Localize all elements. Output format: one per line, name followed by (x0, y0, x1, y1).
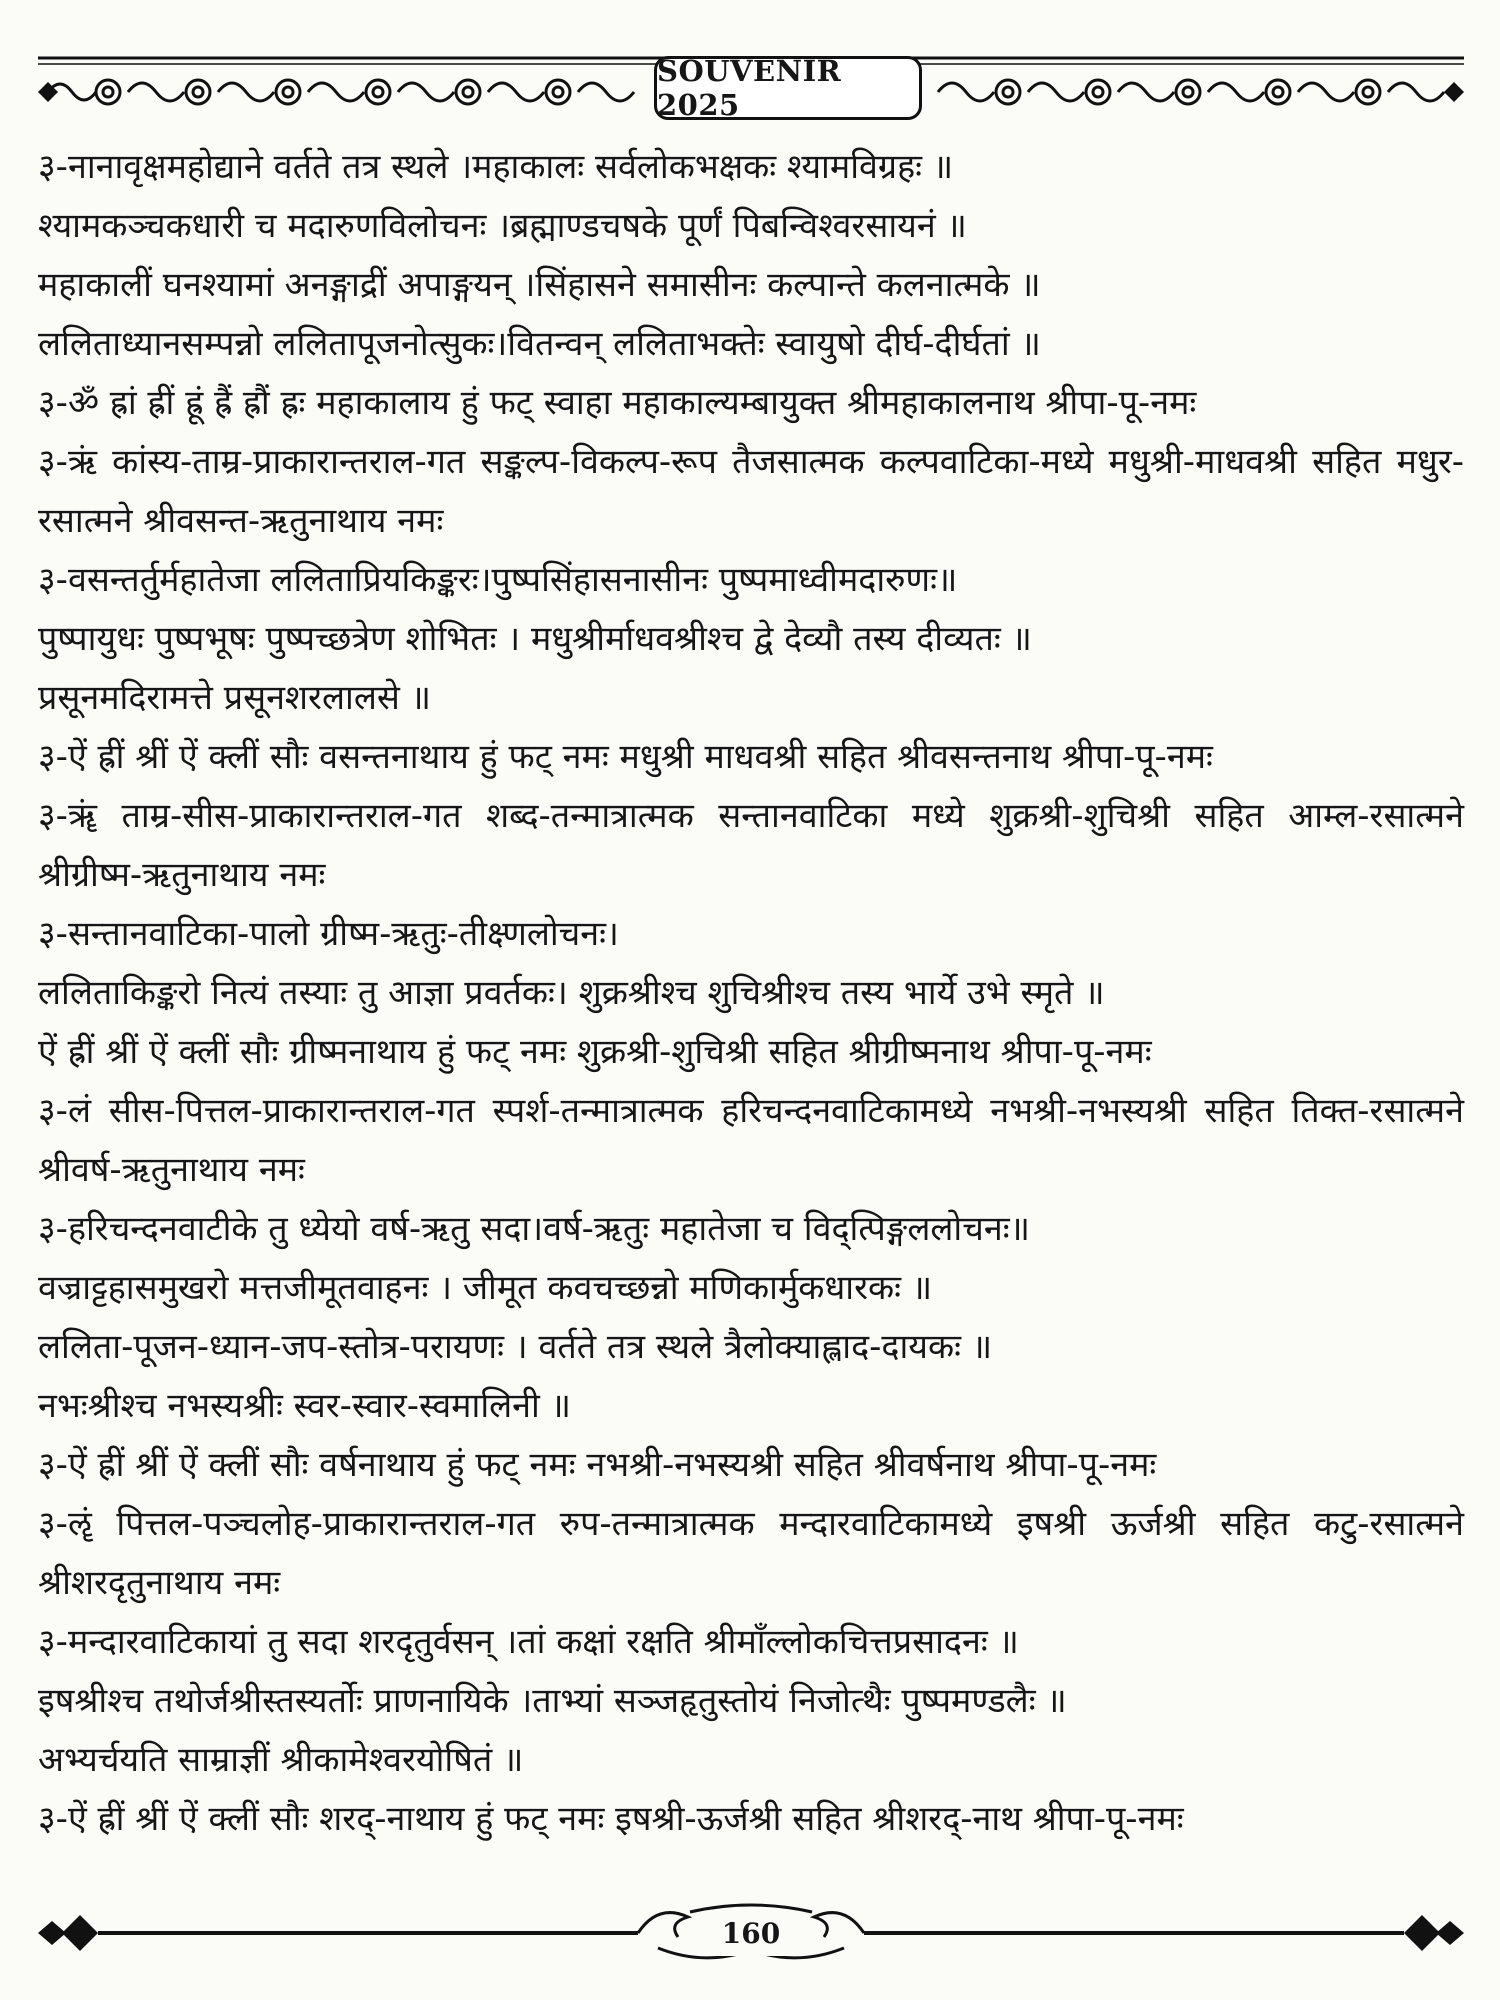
verse-line: श्यामकञ्चकधारी च मदारुणविलोचनः ।ब्रह्माण्डचषके पूर्णं पिबन्विश्वरसायनं ॥ (38, 206, 967, 246)
mantra-line: ३-ऐं ह्रीं श्रीं ऐं क्लीं सौः वसन्तनाथाय हुं फट् नमः मधुश्री माधवश्री सहित श्रीवसन्तनाथ श्रीपा-पू-नमः (38, 737, 1213, 777)
verse-line: ललिताकिङ्करो नित्यं तस्याः तु आज्ञा प्रवर्तकः। शुक्रश्रीश्च शुचिश्रीश्च तस्य भार्ये उभे स्मृते ॥ (38, 973, 1105, 1013)
verse-line: ललिता-पूजन-ध्यान-जप-स्तोत्र-परायणः । वर्तते तत्र स्थले त्रैलोक्याह्लाद-दायकः ॥ (38, 1327, 993, 1367)
verse-line: महाकालीं घनश्यामां अनङ्गाद्रीं अपाङ्गयन् ।सिंहासने समासीनः कल्पान्ते कलनात्मके ॥ (38, 265, 1041, 305)
mantra-line: ३-ऐं ह्रीं श्रीं ऐं क्लीं सौः शरद्-नाथाय हुं फट् नमः इषश्री-ऊर्जश्री सहित श्रीशरद्-नाथ श्रीपा-पू-नमः (38, 1799, 1184, 1839)
mantra-paragraph: ३-लं सीस-पित्तल-प्राकारान्तराल-गत स्पर्श-तन्मात्रात्मक हरिचन्दनवाटिकामध्ये नभश्री-नभस्यश्री सहित तिक्त-रसात्मने श्रीवर्ष-ऋतुनाथाय नमः (38, 1091, 1464, 1190)
verse-line: ३-सन्तानवाटिका-पालो ग्रीष्म-ऋतुः-तीक्ष्णलोचनः। (38, 914, 619, 954)
page-footer (38, 1898, 1464, 1968)
verse-line: ३-मन्दारवाटिकायां तु सदा शरदृतुर्वसन् ।तां कक्षां रक्षति श्रीमाँल्लोकचित्तप्रसादनः ॥ (38, 1622, 1019, 1662)
verse-line: प्रसूनमदिरामत्ते प्रसूनशरलालसे ॥ (38, 678, 432, 718)
mantra-line: ३-ॐ ह्रां ह्रीं ह्रूं ह्रैं ह्रौं ह्रः महाकालाय हुं फट् स्वाहा महाकाल्यम्बायुक्त श्रीमहाकालनाथ श्रीपा-पू-नमः (38, 383, 1197, 423)
mantra-line: ऐं ह्रीं श्रीं ऐं क्लीं सौः ग्रीष्मनाथाय हुं फट् नमः शुक्रश्री-शुचिश्री सहित श्रीग्रीष्मनाथ श्रीपा-पू-नमः (38, 1032, 1152, 1072)
verse-line: ३-नानावृक्षमहोद्याने वर्तते तत्र स्थले ।महाकालः सर्वलोकभक्षकः श्यामविग्रहः ॥ (38, 147, 954, 187)
mantra-line: ३-ऐं ह्रीं श्रीं ऐं क्लीं सौः वर्षनाथाय हुं फट् नमः नभश्री-नभस्यश्री सहित श्रीवर्षनाथ श्रीपा-पू-नमः (38, 1445, 1157, 1485)
page-header (38, 52, 1464, 126)
verse-line: अभ्यर्चयति साम्राज्ञीं श्रीकामेश्वरयोषितं ॥ (38, 1740, 524, 1780)
mantra-paragraph: ३-ऋं कांस्य-ताम्र-प्राकारान्तराल-गत सङ्कल्प-विकल्प-रूप तैजसात्मक कल्पवाटिका-मध्ये मधुश्री-माधवश्री सहित मधुर-रसात्मने श्रीवसन्त-ऋतुनाथाय नमः (38, 442, 1464, 541)
verse-line: ३-हरिचन्दनवाटीके तु ध्येयो वर्ष-ऋतु सदा।वर्ष-ऋतुः महातेजा च विद्त्पिङ्गललोचनः॥ (38, 1209, 1030, 1249)
verse-line: ललिताध्यानसम्पन्नो ललितापूजनोत्सुकः।वितन्वन् ललिताभक्तेः स्वायुषो दीर्घ-दीर्घतां ॥ (38, 324, 1041, 364)
verse-line: पुष्पायुधः पुष्पभूषः पुष्पच्छत्रेण शोभितः । मधुश्रीर्माधवश्रीश्च द्वे देव्यौ तस्य दीव्यतः ॥ (38, 619, 1032, 659)
mantra-paragraph: ३-ॡं पित्तल-पञ्चलोह-प्राकारान्तराल-गत रुप-तन्मात्रात्मक मन्दारवाटिकामध्ये इषश्री ऊर्जश्री सहित कटु-रसात्मने श्रीशरदृतुनाथाय नमः (38, 1504, 1464, 1603)
header-badge: SOUVENIR 2025 (654, 56, 922, 120)
verse-line: इषश्रीश्च तथोर्जश्रीस्तस्यर्तोः प्राणनायिके ।ताभ्यां सञ्जहृतुस्तोयं निजोत्थैः पुष्पमण्डलैः ॥ (38, 1681, 1067, 1721)
verse-line: ३-वसन्तर्तुर्महातेजा ललिताप्रियकिङ्करः।पुष्पसिंहासनासीनः पुष्पमाध्वीमदारुणः॥ (38, 560, 958, 600)
mantra-paragraph: ३-ॠं ताम्र-सीस-प्राकारान्तराल-गत शब्द-तन्मात्रात्मक सन्तानवाटिका मध्ये शुक्रश्री-शुचिश्री सहित आम्ल-रसात्मने श्रीग्रीष्म-ऋतुनाथाय नमः (38, 796, 1464, 895)
main-text (38, 138, 1464, 1849)
verse-line: नभःश्रीश्च नभस्यश्रीः स्वर-स्वार-स्वमालिनी ॥ (38, 1386, 572, 1426)
page-number: 160 (696, 1910, 806, 1956)
verse-line: वज्राट्टहासमुखरो मत्तजीमूतवाहनः । जीमूत कवचच्छन्नो मणिकार्मुकधारकः ॥ (38, 1268, 933, 1308)
